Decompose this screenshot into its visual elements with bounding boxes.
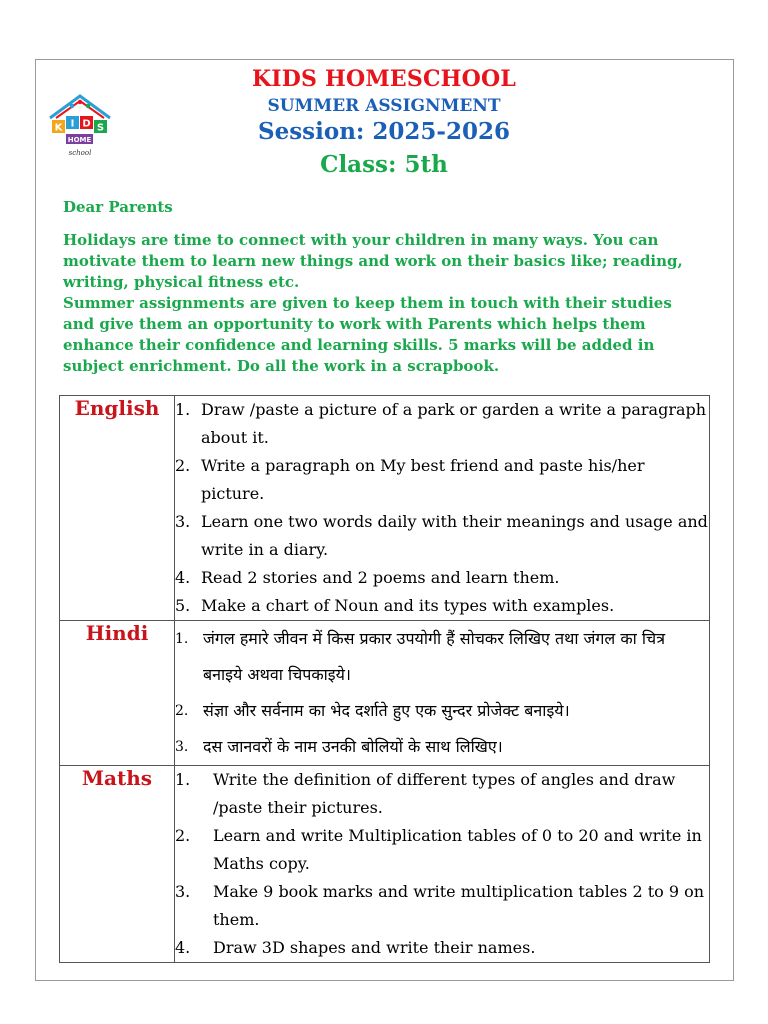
task-number: 1. (175, 400, 191, 419)
task-list-hindi (175, 621, 709, 765)
subject-label-english: English (74, 396, 160, 420)
list-item (175, 508, 709, 564)
intro-paragraph-1: Holidays are time to connect with your children in many ways. You can motivate them to learn new things and work on their basics like; reading, writing, physical fitness etc. (63, 231, 683, 291)
task-text: Make a chart of Noun and its types with examples. (201, 596, 615, 615)
tasks-cell-english (175, 396, 710, 621)
list-item (175, 564, 709, 592)
svg-text:school: school (68, 149, 92, 157)
task-text: जंगल हमारे जीवन में किस प्रकार उपयोगी हैं सोचकर लिखिए तथा जंगल का चित्र बनाइये अथवा चिपकाइये। (203, 629, 666, 684)
task-number: 3. (175, 739, 189, 755)
task-number: 2. (175, 456, 191, 475)
list-item (175, 452, 709, 508)
svg-text:K: K (54, 122, 63, 134)
task-number: 1. (175, 631, 189, 647)
task-number: 4. (175, 938, 191, 957)
svg-text:I: I (70, 118, 75, 130)
task-number: 2. (175, 703, 189, 719)
task-text: Learn one two words daily with their meanings and usage and write in a diary. (201, 512, 708, 559)
task-text: दस जानवरों के नाम उनकी बोलियों के साथ लिखिए। (203, 737, 503, 756)
task-number: 4. (175, 568, 191, 587)
task-text: Learn and write Multiplication tables of 0 to 20 and write in Maths copy. (213, 826, 702, 873)
list-item (175, 878, 709, 934)
subject-label-hindi: Hindi (85, 621, 149, 645)
task-text: Draw /paste a picture of a park or garden a write a paragraph about it. (201, 400, 707, 447)
school-name: KIDS HOMESCHOOL (251, 66, 517, 92)
table-row-hindi (60, 621, 710, 766)
subjects-table (59, 395, 710, 963)
task-number: 3. (175, 882, 191, 901)
subject-cell-maths (60, 766, 175, 963)
list-item (175, 822, 709, 878)
list-item (175, 592, 709, 620)
tasks-cell-maths (175, 766, 710, 963)
list-item (175, 621, 709, 693)
class-title: Class: 5th (320, 151, 448, 178)
session-title: Session: 2025-2026 (257, 118, 510, 145)
salutation: Dear Parents (63, 198, 173, 216)
list-item (175, 934, 709, 962)
task-number: 3. (175, 512, 191, 531)
table-row-english (60, 396, 710, 621)
svg-text:D: D (82, 118, 91, 130)
assignment-title: SUMMER ASSIGNMENT (267, 96, 501, 116)
task-list-maths (175, 766, 709, 962)
list-item (175, 766, 709, 822)
svg-text:HOME: HOME (67, 136, 92, 144)
list-item (175, 729, 709, 765)
intro-paragraph-2: Summer assignments are given to keep them in touch with their studies and give them an opportunity to work with Parents which helps them enhance their confidence and learning skills. 5 marks will be added in subject enrichment. Do all the work in a scrapbook. (63, 294, 672, 375)
intro-text (63, 230, 703, 377)
task-text: Draw 3D shapes and write their names. (213, 938, 536, 957)
svg-text:S: S (96, 122, 105, 134)
subject-cell-english (60, 396, 175, 621)
task-text: Read 2 stories and 2 poems and learn them. (201, 568, 560, 587)
subject-cell-hindi (60, 621, 175, 766)
task-text: Write a paragraph on My best friend and paste his/her picture. (201, 456, 645, 503)
task-number: 2. (175, 826, 191, 845)
list-item (175, 693, 709, 729)
subject-label-maths: Maths (81, 766, 153, 790)
task-text: संज्ञा और सर्वनाम का भेद दर्शाते हुए एक सुन्दर प्रोजेक्ट बनाइये। (203, 701, 570, 720)
tasks-cell-hindi (175, 621, 710, 766)
task-text: Write the definition of different types of angles and draw /paste their pictures. (213, 770, 676, 817)
task-number: 1. (175, 770, 191, 789)
school-logo (42, 92, 118, 160)
table-row-maths (60, 766, 710, 963)
task-number: 5. (175, 596, 191, 615)
task-text: Make 9 book marks and write multiplication tables 2 to 9 on them. (213, 882, 705, 929)
task-list-english (175, 396, 709, 620)
list-item (175, 396, 709, 452)
